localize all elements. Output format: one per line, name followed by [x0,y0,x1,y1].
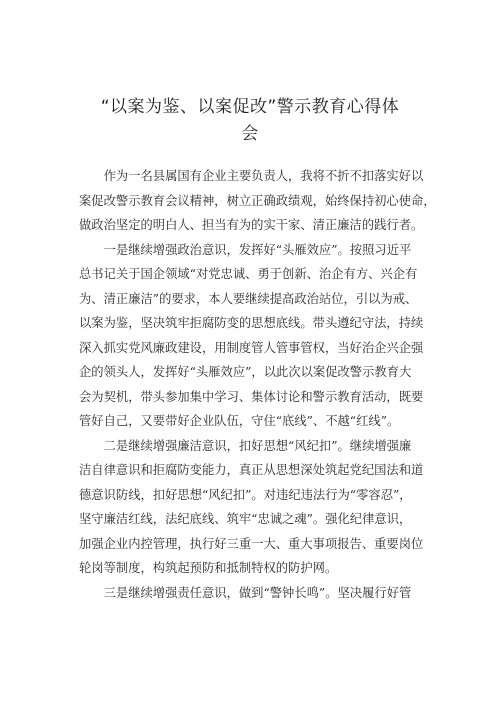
text-line: 企的领头人，发挥好“头雁效应”，以此次以案促改警示教育大 [79,365,412,379]
text-line: 总书记关于国企领域“对党忠诚、勇于创新、治企有方、兴企有 [79,267,418,281]
text-line: 德意识防线，扣好思想“风纪扣”。对违纪违法行为“零容忍”， [79,487,412,502]
title-line: 会 [241,124,259,144]
text-line: 以案为鉴，坚决筑牢拒腐防变的思想底线。带头遵纪守法，持续 [79,316,424,330]
text-line: 会为契机，带头参加集中学习、集体讨论和警示教育活动，既要 [79,389,424,404]
text-line: 洁自律意识和拒腐防变能力，真正从思想深处筑起党纪国法和道 [79,463,424,477]
text-line: 加强企业内控管理，执行好三重一大、重大事项报告、重要岗位 [79,536,424,551]
text-line: 为、清正廉洁”的要求，本人要继续提高政治站位，引以为戒、 [79,291,418,306]
text-line: 作为一名县属国有企业主要负责人，我将不折不扣落实好以 [103,169,424,183]
document-title [70,94,430,148]
paragraph-responsibility-awareness [79,581,429,606]
text-line: 深入抓实党风廉政建设，用制度管人管事管权，当好治企兴企强 [79,340,424,355]
paragraph-integrity-awareness [79,434,429,581]
title-line: “以案为鉴、以案促改”警示教育心得体 [100,97,400,117]
text-line: 案促改警示教育会议精神，树立正确政绩观，始终保持初心使命， [79,193,436,208]
text-line: 管好自己，又要带好企业队伍，守住“底线”、不越“红线”。 [79,414,400,428]
text-line: 坚守廉洁红线，法纪底线、筑牢“忠诚之魂”。强化纪律意识， [79,512,412,526]
text-line: 三是继续增强责任意识，做到“警钟长鸣”。坚决履行好管 [103,585,412,600]
paragraph-intro [79,164,436,238]
text-line: 二是继续增强廉洁意识，扣好思想“风纪扣”。继续增强廉 [103,438,412,453]
text-line: 轮岗等制度，构筑起预防和抵制特权的防护网。 [79,561,338,575]
paragraph-political-awareness [79,238,429,434]
document-body [79,164,436,605]
text-line: 一是继续增强政治意识，发挥好“头雁效应”。按照习近平 [103,242,412,257]
text-line: 做政治坚定的明白人、担当有为的实干家、清正廉洁的践行者。 [79,218,424,232]
